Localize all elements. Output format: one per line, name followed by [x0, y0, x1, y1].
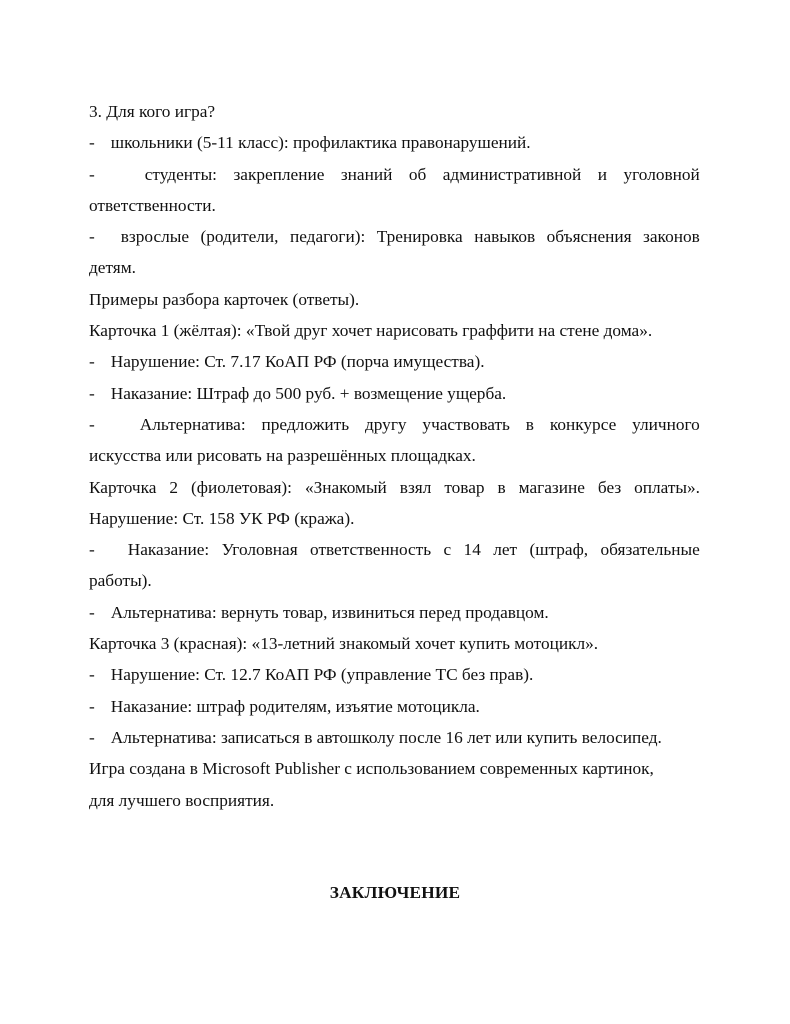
list-dash: - [89, 727, 95, 747]
card-3-punishment [89, 691, 700, 722]
list-dash: - [89, 352, 95, 372]
card-2-alternative [89, 597, 700, 628]
list-dash: - [89, 540, 95, 560]
card-3-violation [89, 659, 700, 690]
section-title: 3. Для кого игра? [89, 102, 216, 121]
card-2-violation: Нарушение: Ст. 158 УК РФ (кража). [89, 508, 355, 528]
list-item-text: Нарушение: Ст. 7.17 КоАП РФ (порча имущества). [110, 352, 485, 372]
list-item-text-continued: искусства или рисовать на разрешённых площадках. [89, 446, 476, 466]
list-dash: - [89, 602, 95, 622]
list-item-text: Нарушение: Ст. 12.7 КоАП РФ (управление ТС без прав). [110, 665, 534, 685]
card-1-alternative [89, 409, 700, 440]
card-3-alternative [89, 722, 700, 753]
card-1-violation [89, 346, 700, 377]
card-2-punishment [89, 534, 700, 565]
list-item-text: студенты: закрепление знаний об административной и уголовной [144, 164, 700, 184]
list-item-text: Наказание: штраф родителям, изъятие мотоцикла. [110, 696, 480, 716]
list-dash: - [89, 133, 95, 153]
document-body [89, 96, 700, 816]
closing-paragraph-line-2: для лучшего восприятия. [89, 790, 275, 810]
list-dash: - [89, 383, 95, 403]
list-dash: - [89, 665, 95, 685]
list-item-schoolchildren [89, 127, 700, 158]
list-item-text: школьники (5-11 класс): профилактика правонарушений. [110, 133, 531, 153]
list-dash: - [89, 164, 95, 184]
list-item-text: Альтернатива: записаться в автошколу после 16 лет или купить велосипед. [110, 727, 662, 747]
examples-heading: Примеры разбора карточек (ответы). [89, 289, 360, 309]
list-item-text-continued: детям. [89, 258, 136, 278]
conclusion-heading: ЗАКЛЮЧЕНИЕ [329, 883, 461, 902]
list-dash: - [89, 696, 95, 716]
list-item-text-continued: работы). [89, 571, 152, 591]
card-2-title: Карточка 2 (фиолетовая): «Знакомый взял товар в магазине без оплаты». [89, 477, 700, 497]
closing-paragraph-line-1: Игра создана в Microsoft Publisher с использованием современных картинок, [89, 759, 654, 779]
list-item-text: Альтернатива: вернуть товар, извиниться перед продавцом. [110, 602, 549, 622]
list-dash: - [89, 414, 95, 434]
list-dash: - [89, 227, 95, 247]
list-item-text-continued: ответственности. [89, 195, 216, 215]
list-item-text: Альтернатива: предложить другу участвовать в конкурсе уличного [139, 414, 700, 434]
card-3-title: Карточка 3 (красная): «13-летний знакомый хочет купить мотоцикл». [89, 634, 599, 654]
list-item-text: взрослые (родители, педагоги): Тренировка навыков объяснения законов [120, 227, 700, 247]
card-1-punishment [89, 378, 700, 409]
list-item-text: Наказание: Уголовная ответственность с 14 лет (штраф, обязательные [127, 540, 700, 560]
list-item-students [89, 159, 700, 190]
list-item-text: Наказание: Штраф до 500 руб. + возмещение ущерба. [110, 383, 507, 403]
list-item-adults [89, 221, 700, 252]
card-1-title: Карточка 1 (жёлтая): «Твой друг хочет нарисовать граффити на стене дома». [89, 321, 653, 341]
